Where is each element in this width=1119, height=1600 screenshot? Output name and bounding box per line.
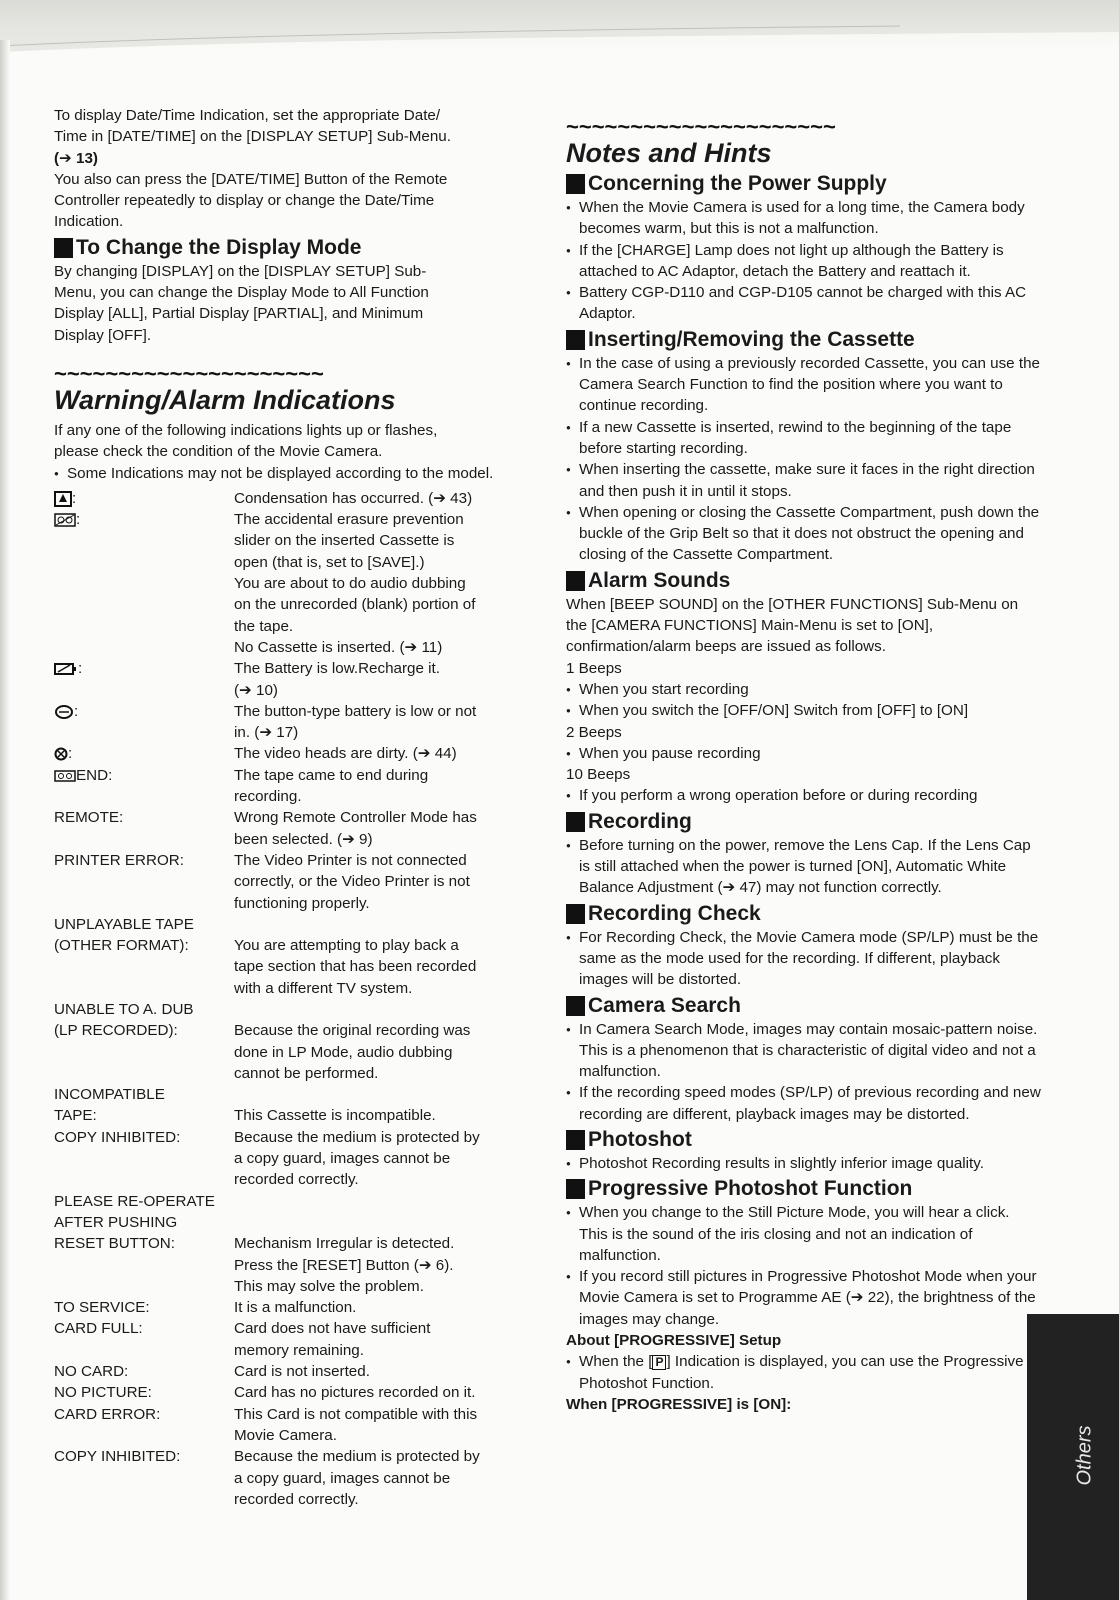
section-marker-icon bbox=[566, 330, 585, 350]
list-item: ● If a new Cassette is inserted, rewind to the beginning of the tape before starting recording. bbox=[566, 417, 1042, 460]
indication-value-line: Because the original recording was bbox=[234, 1022, 471, 1040]
indication-key bbox=[54, 1361, 234, 1382]
indication-value bbox=[234, 701, 514, 744]
indication-key-label: COPY INHIBITED: bbox=[54, 1128, 181, 1146]
indication-value-line: functioning properly. bbox=[234, 894, 370, 912]
section-heading bbox=[566, 1176, 1042, 1202]
indication-value-line: the tape. bbox=[234, 617, 294, 635]
list-item: ● When you change to the Still Picture Mode, you will hear a click. This is the sound of the iris closing and not an indication of malfunction. bbox=[566, 1202, 1042, 1266]
notes-sections-2 bbox=[566, 809, 1042, 1330]
indication-key-label: UNABLE TO A. DUB bbox=[54, 1000, 194, 1018]
tape-end-icon bbox=[54, 767, 76, 784]
paragraph-line: Display [ALL], Partial Display [PARTIAL], and Minimum bbox=[54, 305, 424, 323]
indication-value bbox=[234, 1404, 514, 1447]
section-marker-icon bbox=[566, 904, 585, 924]
indication-value bbox=[234, 1446, 514, 1510]
bullet-list bbox=[566, 785, 1042, 806]
section-heading bbox=[566, 327, 1042, 353]
indication-key bbox=[54, 1020, 234, 1084]
warning-intro-line: If any one of the following indications lights up or flashes, bbox=[54, 421, 438, 439]
indication-key bbox=[54, 658, 234, 701]
indication-key bbox=[54, 807, 234, 850]
tilde-divider: ~~~~~~~~~~~~~~~~~~~~~ bbox=[54, 363, 324, 384]
indication-key-label: AFTER PUSHING bbox=[54, 1213, 178, 1231]
section-title: Inserting/Removing the Cassette bbox=[588, 327, 915, 351]
indication-key bbox=[54, 850, 234, 914]
indication-key bbox=[54, 1084, 234, 1105]
indication-value-line: The Battery is low.Recharge it. bbox=[234, 660, 440, 678]
indication-value bbox=[234, 1212, 514, 1233]
bullet-list bbox=[566, 353, 1042, 566]
indication-key-label: CARD FULL: bbox=[54, 1320, 143, 1338]
dirty-heads-icon bbox=[54, 745, 68, 762]
indication-key-label: (LP RECORDED): bbox=[54, 1022, 178, 1040]
indication-value bbox=[234, 765, 514, 808]
indication-value bbox=[234, 1233, 514, 1297]
list-item bbox=[566, 1351, 1042, 1394]
p-indication-icon: P bbox=[652, 1355, 666, 1370]
section-heading bbox=[566, 809, 1042, 835]
indication-key-label: CARD ERROR: bbox=[54, 1405, 161, 1423]
indication-key bbox=[54, 765, 234, 808]
indication-value bbox=[234, 1297, 514, 1318]
text: When the [ bbox=[579, 1353, 653, 1371]
when-progressive-heading: When [PROGRESSIVE] is [ON]: bbox=[566, 1395, 792, 1413]
section-text: When [BEEP SOUND] on the [OTHER FUNCTIONS] Sub-Menu on the [CAMERA FUNCTIONS] Main-Menu is set to [ON], confirmation/alarm beeps are issued as follows. bbox=[566, 595, 1019, 656]
section-heading bbox=[566, 171, 1042, 197]
indication-value-line: been selected. (➔ 9) bbox=[234, 830, 373, 848]
indication-value-line: This Card is not compatible with this bbox=[234, 1405, 478, 1423]
section-marker-icon bbox=[566, 996, 585, 1016]
indication-key-label: : bbox=[76, 511, 81, 529]
beep-label: 2 Beeps bbox=[566, 723, 622, 741]
indication-value-line: a copy guard, images cannot be bbox=[234, 1469, 451, 1487]
indication-key-label: : bbox=[68, 745, 73, 763]
indication-value-line: Condensation has occurred. (➔ 43) bbox=[234, 489, 473, 507]
condensation-icon bbox=[54, 490, 72, 507]
list-item: ● When inserting the cassette, make sure it faces in the right direction and then push it in until it stops. bbox=[566, 459, 1042, 502]
indication-value-line: Because the medium is protected by bbox=[234, 1448, 480, 1466]
indication-key-label: NO CARD: bbox=[54, 1363, 129, 1381]
warning-bullets bbox=[54, 463, 514, 484]
section-marker-icon bbox=[566, 174, 585, 194]
section-marker-icon bbox=[566, 1179, 585, 1199]
indication-value-line: Press the [RESET] Button (➔ 6). bbox=[234, 1256, 454, 1274]
indication-key bbox=[54, 1297, 234, 1318]
indication-key-label: REMOTE: bbox=[54, 809, 124, 827]
indication-key-label: INCOMPATIBLE bbox=[54, 1086, 165, 1104]
indication-value-line: done in LP Mode, audio dubbing bbox=[234, 1043, 453, 1061]
indication-value bbox=[234, 914, 514, 935]
notes-title: Notes and Hints bbox=[566, 138, 772, 168]
page-left-edge bbox=[0, 40, 10, 1600]
indication-value bbox=[234, 1361, 514, 1382]
section-title: Alarm Sounds bbox=[588, 568, 731, 592]
indication-key bbox=[54, 509, 234, 658]
indication-value-line: The accidental erasure prevention bbox=[234, 511, 464, 529]
indication-value bbox=[234, 1084, 514, 1105]
section-marker-icon bbox=[566, 812, 585, 832]
list-item: ● When opening or closing the Cassette Compartment, push down the buckle of the Grip Belt so that it does not obstruct the opening and closing of the Cassette Compartment. bbox=[566, 502, 1042, 566]
indication-value bbox=[234, 999, 514, 1020]
list-item: ● Some Indications may not be displayed according to the model. bbox=[54, 463, 514, 484]
section-marker-icon bbox=[54, 238, 73, 258]
date-time-intro bbox=[54, 105, 514, 233]
paragraph-line: Display [OFF]. bbox=[54, 326, 152, 344]
section-title: Camera Search bbox=[588, 993, 741, 1017]
bullet-list bbox=[566, 927, 1042, 991]
indication-key bbox=[54, 488, 234, 509]
section-title: Progressive Photoshot Function bbox=[588, 1177, 913, 1201]
indication-value bbox=[234, 658, 514, 701]
indication-value bbox=[234, 1105, 514, 1126]
indication-key-label: UNPLAYABLE TAPE bbox=[54, 915, 194, 933]
indication-key bbox=[54, 1127, 234, 1191]
indication-value bbox=[234, 807, 514, 850]
indication-key bbox=[54, 1233, 234, 1297]
page-curl bbox=[0, 0, 1119, 60]
indication-value-line bbox=[234, 999, 514, 1020]
intro-line: Indication. bbox=[54, 213, 124, 231]
indication-value-line: Card has no pictures recorded on it. bbox=[234, 1384, 476, 1402]
section-title: Photoshot bbox=[588, 1127, 692, 1151]
indication-key bbox=[54, 701, 234, 744]
others-side-tab bbox=[1027, 1314, 1119, 1600]
indication-value bbox=[234, 1127, 514, 1191]
list-item: ● If the [CHARGE] Lamp does not light up although the Battery is attached to AC Adaptor, detach the Battery and reattach it. bbox=[566, 240, 1042, 283]
bullet-list bbox=[566, 1019, 1042, 1125]
paragraph-line: Menu, you can change the Display Mode to All Function bbox=[54, 284, 429, 302]
bullet-list bbox=[566, 197, 1042, 325]
bullet-list bbox=[566, 1202, 1042, 1330]
indication-value-line: Card is not inserted. bbox=[234, 1363, 370, 1381]
text: ] Indication is displayed, you can use the Progressive Photoshot Function. bbox=[579, 1353, 1024, 1392]
indication-table bbox=[54, 488, 514, 1510]
indication-value-line: The video heads are dirty. (➔ 44) bbox=[234, 745, 457, 763]
indication-value-line: recorded correctly. bbox=[234, 1490, 359, 1508]
list-item: ● If you perform a wrong operation before or during recording bbox=[566, 785, 1042, 806]
list-item: ● When you switch the [OFF/ON] Switch from [OFF] to [ON] bbox=[566, 700, 1042, 721]
indication-key-label: : bbox=[74, 702, 79, 720]
indication-key-label: NO PICTURE: bbox=[54, 1384, 152, 1402]
indication-key-label: TAPE: bbox=[54, 1107, 97, 1125]
bullet-list bbox=[566, 679, 1042, 722]
indication-value bbox=[234, 1382, 514, 1403]
display-mode-heading bbox=[54, 235, 514, 261]
intro-line: Time in [DATE/TIME] on the [DISPLAY SETUP] Sub-Menu. bbox=[54, 128, 451, 146]
paragraph-line: By changing [DISPLAY] on the [DISPLAY SETUP] Sub- bbox=[54, 262, 427, 280]
section-title: Recording Check bbox=[588, 901, 761, 925]
indication-value bbox=[234, 509, 514, 658]
warning-title: Warning/Alarm Indications bbox=[54, 384, 396, 415]
section-title: Recording bbox=[588, 809, 692, 833]
section-title: Concerning the Power Supply bbox=[588, 172, 887, 195]
display-mode-text bbox=[54, 261, 514, 346]
indication-value bbox=[234, 743, 514, 764]
indication-value-line: cannot be performed. bbox=[234, 1064, 379, 1082]
tilde-divider: ~~~~~~~~~~~~~~~~~~~~~ bbox=[566, 117, 836, 137]
indication-key bbox=[54, 743, 234, 764]
indication-key-label: (OTHER FORMAT): bbox=[54, 937, 189, 955]
indication-value bbox=[234, 850, 514, 914]
battery-low-icon bbox=[54, 660, 78, 677]
indication-value-line: correctly, or the Video Printer is not bbox=[234, 873, 470, 891]
section-title: To Change the Display Mode bbox=[76, 235, 362, 259]
indication-value-line: (➔ 10) bbox=[234, 681, 278, 699]
list-item: ● Photoshot Recording results in slightly inferior image quality. bbox=[566, 1153, 1042, 1174]
about-progressive-bullets bbox=[566, 1351, 1042, 1394]
indication-value bbox=[234, 935, 514, 999]
list-item: ● When you pause recording bbox=[566, 743, 1042, 764]
indication-value-line: The button-type battery is low or not bbox=[234, 702, 477, 720]
list-item: ● Before turning on the power, remove the Lens Cap. If the Lens Cap is still attached when the power is turned [ON], Automatic White Balance Adjustment (➔ 47) may not function correctly. bbox=[566, 835, 1042, 899]
indication-value-line: tape section that has been recorded bbox=[234, 958, 477, 976]
list-item: ● When the Movie Camera is used for a long time, the Camera body becomes warm, but this is not a malfunction. bbox=[566, 197, 1042, 240]
intro-line: To display Date/Time Indication, set the appropriate Date/ bbox=[54, 107, 441, 124]
indication-value bbox=[234, 1191, 514, 1212]
bullet-list bbox=[566, 835, 1042, 899]
indication-value-line bbox=[234, 914, 514, 935]
indication-key bbox=[54, 1318, 234, 1361]
indication-value-line: This Cassette is incompatible. bbox=[234, 1107, 436, 1125]
indication-value bbox=[234, 1318, 514, 1361]
list-item: ● In Camera Search Mode, images may contain mosaic-pattern noise. This is a phenomenon that is characteristic of digital video and not a malfunction. bbox=[566, 1019, 1042, 1083]
cassette-erasure-icon bbox=[54, 511, 76, 528]
indication-value-line: This may solve the problem. bbox=[234, 1277, 424, 1295]
indication-value-line: slider on the inserted Cassette is bbox=[234, 532, 455, 550]
section-marker-icon bbox=[566, 571, 585, 591]
beep-label: 10 Beeps bbox=[566, 766, 631, 784]
list-item: ● Battery CGP-D110 and CGP-D105 cannot be charged with this AC Adaptor. bbox=[566, 282, 1042, 325]
intro-line: You also can press the [DATE/TIME] Button of the Remote bbox=[54, 170, 448, 188]
indication-value-line: Mechanism Irregular is detected. bbox=[234, 1235, 455, 1253]
indication-value-line: It is a malfunction. bbox=[234, 1299, 357, 1317]
indication-value-line: in. (➔ 17) bbox=[234, 724, 299, 742]
indication-key-label: PLEASE RE-OPERATE bbox=[54, 1192, 215, 1210]
indication-key bbox=[54, 914, 234, 935]
indication-value-line: You are attempting to play back a bbox=[234, 937, 459, 955]
beep-list bbox=[566, 658, 1042, 807]
list-item: ● In the case of using a previously recorded Cassette, you can use the Camera Search Function to find the position where you want to continue recording. bbox=[566, 353, 1042, 417]
button-battery-icon bbox=[54, 703, 74, 720]
indication-key bbox=[54, 1191, 234, 1212]
section-heading bbox=[566, 993, 1042, 1019]
indication-key-label: PRINTER ERROR: bbox=[54, 851, 184, 869]
indication-value-line: Movie Camera. bbox=[234, 1426, 337, 1444]
intro-line: Controller repeatedly to display or change the Date/Time bbox=[54, 192, 435, 210]
list-item: ● If the recording speed modes (SP/LP) of previous recording and new recording are different, playback images may be distorted. bbox=[566, 1082, 1042, 1125]
indication-key bbox=[54, 1404, 234, 1447]
indication-value-line: Because the medium is protected by bbox=[234, 1128, 480, 1146]
indication-value-line: recorded correctly. bbox=[234, 1171, 359, 1189]
warning-intro-line: please check the condition of the Movie Camera. bbox=[54, 443, 383, 461]
right-column bbox=[566, 117, 1042, 1415]
indication-key bbox=[54, 1212, 234, 1233]
left-column bbox=[54, 105, 514, 1510]
indication-key bbox=[54, 1382, 234, 1403]
indication-key bbox=[54, 999, 234, 1020]
section-marker-icon bbox=[566, 1130, 585, 1150]
indication-value-line: memory remaining. bbox=[234, 1341, 364, 1359]
indication-value-line: No Cassette is inserted. (➔ 11) bbox=[234, 638, 443, 656]
section-heading bbox=[566, 568, 1042, 594]
indication-key-label: : bbox=[72, 489, 77, 507]
indication-value-line bbox=[234, 1191, 514, 1212]
indication-key-label: TO SERVICE: bbox=[54, 1299, 150, 1317]
indication-value-line: Wrong Remote Controller Mode has bbox=[234, 809, 477, 827]
bullet-list bbox=[566, 1153, 1042, 1174]
intro-line: (➔ 13) bbox=[54, 149, 98, 167]
indication-key-label: : bbox=[78, 660, 83, 678]
indication-value-line: on the unrecorded (blank) portion of bbox=[234, 596, 476, 614]
indication-value-line: The tape came to end during bbox=[234, 766, 429, 784]
indication-key-label: COPY INHIBITED: bbox=[54, 1448, 181, 1466]
indication-value bbox=[234, 1020, 514, 1084]
section-heading bbox=[566, 1127, 1042, 1153]
about-progressive-heading: About [PROGRESSIVE] Setup bbox=[566, 1332, 782, 1350]
notes-sections bbox=[566, 171, 1042, 658]
beep-label: 1 Beeps bbox=[566, 659, 622, 677]
indication-value-line: The Video Printer is not connected bbox=[234, 851, 467, 869]
list-item: ● For Recording Check, the Movie Camera mode (SP/LP) must be the same as the mode used for the recording. If different, playback images will be distorted. bbox=[566, 927, 1042, 991]
indication-value-line: Card does not have sufficient bbox=[234, 1320, 431, 1338]
indication-value bbox=[234, 488, 514, 509]
list-item: ● When you start recording bbox=[566, 679, 1042, 700]
bullet-list bbox=[566, 743, 1042, 764]
indication-value-line: open (that is, set to [SAVE].) bbox=[234, 553, 425, 571]
indication-key bbox=[54, 935, 234, 999]
indication-key-label: RESET BUTTON: bbox=[54, 1235, 175, 1253]
side-tab-label: Others bbox=[1073, 1425, 1096, 1486]
indication-value-line bbox=[234, 1212, 514, 1233]
indication-key bbox=[54, 1105, 234, 1126]
list-item: ● If you record still pictures in Progressive Photoshot Mode when your Movie Camera is set to Programme AE (➔ 22), the brightness of the images may change. bbox=[566, 1266, 1042, 1330]
indication-value-line: a copy guard, images cannot be bbox=[234, 1150, 451, 1168]
indication-value-line: recording. bbox=[234, 788, 302, 806]
section-heading bbox=[566, 901, 1042, 927]
indication-value-line: with a different TV system. bbox=[234, 979, 413, 997]
indication-key-label: END: bbox=[76, 766, 113, 784]
indication-value-line bbox=[234, 1084, 514, 1105]
indication-value-line: You are about to do audio dubbing bbox=[234, 575, 466, 593]
indication-key bbox=[54, 1446, 234, 1510]
